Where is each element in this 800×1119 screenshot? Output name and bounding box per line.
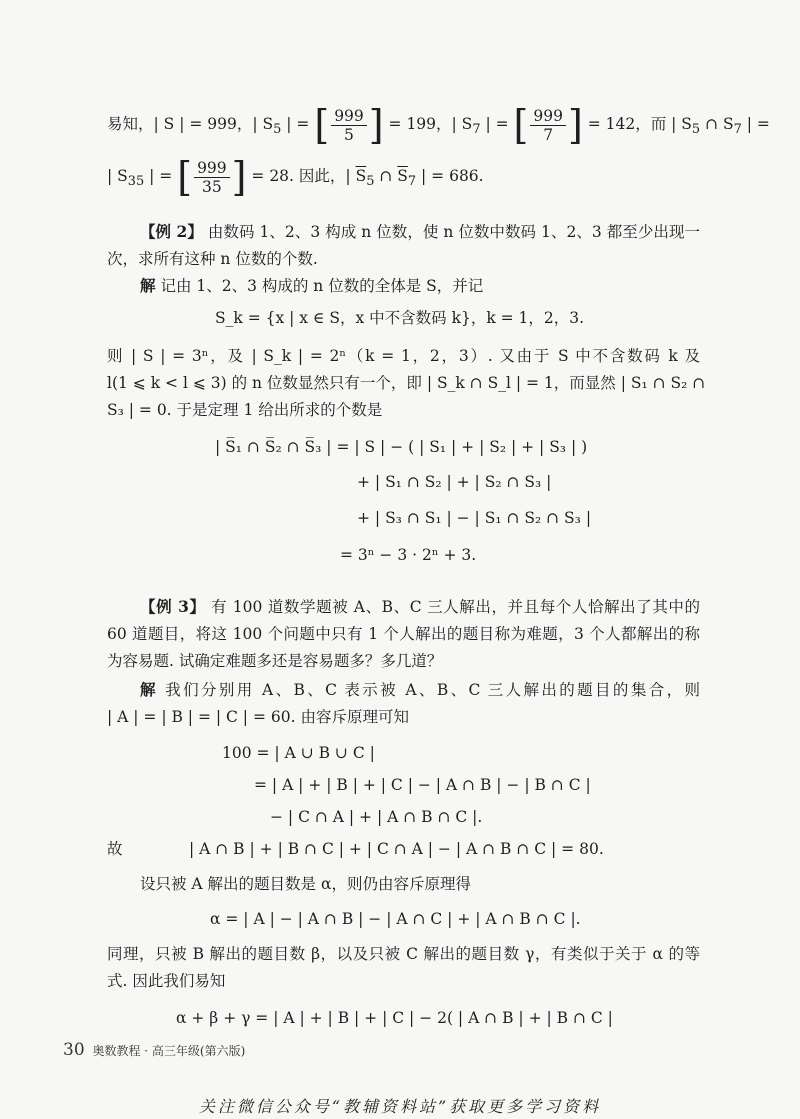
equation-3-row-3: − | C ∩ A | + | A ∩ B ∩ C |. (270, 808, 483, 826)
line-set-sizes-1: 易知，| S | = 999，| $S_5$ | = [ $\frac{999}{5}$ ] = 199，| $S_7$ | = [ $\frac{999}{7}$ ] = 142，而 | $S_5$ ∩ $S_7$ | = (107, 101, 770, 149)
example-3-line-3: 为容易题. 试确定难题多还是容易题多？多几道？ (107, 652, 443, 670)
alpha-equation: α = | A | − | A ∩ B | − | A ∩ C | + | A ∩ B ∩ C |. (210, 910, 581, 928)
solution-2-line-1: 解 记由 1、2、3 构成的 n 位数的全体是 S，并记 (140, 276, 484, 295)
fraction-999-5: $\frac{999}{5}$ (331, 107, 367, 144)
solution-3-line-2: | A | = | B | = | C | = 60. 由容斥原理可知 (107, 708, 409, 726)
equation-2-row-1: | S̅₁ ∩ S̅₂ ∩ S̅₃ | = | S | − ( | S₁ | + | S₂ | + | S₃ | ) (215, 438, 588, 456)
example-3-line-2: 60 道题目，将这 100 个问题中只有 1 个人解出的题目称为难题，3 个人都解出的称 (107, 625, 700, 643)
paragraph-2-line-3: S₃ | = 0. 于是定理 1 给出所求的个数是 (107, 401, 383, 419)
book-title: 奥数教程 · 高三年级(第六版) (92, 1044, 246, 1058)
alpha-intro: 设只被 A 解出的题目数是 α，则仍由容斥原理得 (140, 875, 471, 893)
paragraph-2-line-2: l(1 ⩽ k < l ⩽ 3) 的 n 位数显然只有一个，即 | S_k ∩ S_l | = 1，而显然 | S₁ ∩ S₂ ∩ (107, 374, 706, 392)
fraction-999-35: $\frac{999}{35}$ (194, 159, 230, 196)
equation-3-row-4: 故 | A ∩ B | + | B ∩ C | + | C ∩ A | − | A ∩ B ∩ C | = 80. (107, 840, 604, 858)
equation-3-row-2: = | A | + | B | + | C | − | A ∩ B | − | B ∩ C | (254, 776, 591, 794)
example-3-label: 【例 3】 (140, 597, 206, 616)
promo-banner: 关注微信公众号“教辅资料站”获取更多学习资料 (198, 1097, 602, 1116)
example-2-label: 【例 2】 (140, 222, 203, 241)
example-2-line-2: 次，求所有这种 n 位数的个数. (107, 250, 318, 268)
solution-3-line-1: 解 我们分别用 A、B、C 表示被 A、B、C 三人解出的题目的集合，则 (140, 680, 700, 699)
line-set-sizes-2: | $S_{35}$ | = [ $\frac{999}{35}$ ] = 28. 因此，| $\overline{S}_5$ ∩ $\overline{S}_7$ | = 686. (107, 153, 484, 201)
sum-equation: α + β + γ = | A | + | B | + | C | − 2( | A ∩ B | + | B ∩ C | (176, 1009, 613, 1027)
gu-label: 故 (107, 840, 123, 858)
equation-2-row-4: = 3ⁿ − 3 · 2ⁿ + 3. (340, 546, 477, 564)
fraction-999-7: $\frac{999}{7}$ (530, 107, 566, 144)
equation-2-row-3: + | S₃ ∩ S₁ | − | S₁ ∩ S₂ ∩ S₃ | (357, 509, 592, 527)
example-3-line-1: 【例 3】 有 100 道数学题被 A、B、C 三人解出，并且每个人恰解出了其中的 (140, 597, 700, 616)
example-2-line-1: 【例 2】 由数码 1、2、3 构成 n 位数，使 n 位数中数码 1、2、3 都至少出现一 (140, 222, 700, 241)
page-number: 30 (63, 1040, 85, 1060)
page-footer (63, 1040, 245, 1060)
similar-line-1: 同理，只被 B 解出的题目数 β，以及只被 C 解出的题目数 γ，有类似于关于 α 的等 (107, 945, 700, 963)
equation-3-row-1: 100 = | A ∪ B ∪ C | (222, 744, 375, 762)
solution-label: 解 (140, 680, 158, 699)
equation-2-row-2: + | S₁ ∩ S₂ | + | S₂ ∩ S₃ | (357, 473, 552, 491)
paragraph-2-line-1: 则 | S | = 3ⁿ，及 | S_k | = 2ⁿ（k = 1，2，3）. 又由于 S 中不含数码 k 及 (107, 347, 700, 365)
similar-line-2: 式. 因此我们易知 (107, 972, 226, 990)
equation-sk-definition: S_k = {x | x ∈ S，x 中不含数码 k}，k = 1，2，3. (215, 309, 585, 327)
solution-label: 解 (140, 276, 156, 295)
